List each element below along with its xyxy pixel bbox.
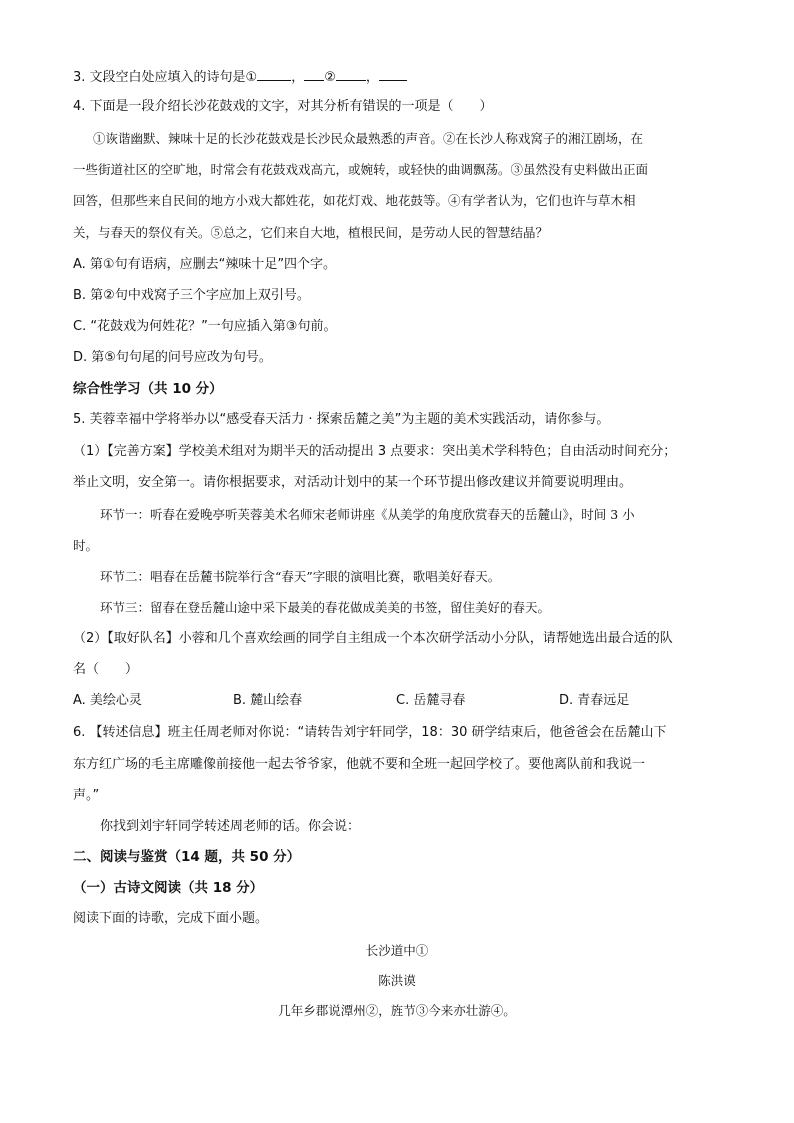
- q4-option-b[interactable]: B. 第②句中戏窝子三个字应加上双引号。: [73, 288, 310, 303]
- poem-line-1: 几年乡郡说潭州②，旌节③今来亦壮游④。: [278, 1003, 516, 1018]
- answer-blank-3[interactable]: [336, 67, 366, 81]
- q4-option-a[interactable]: A. 第①句有语病，应删去“辣味十足”四个字。: [73, 257, 337, 272]
- q4-passage-line-3: 回答，但那些来自民间的地方小戏大都姓花，如花灯戏、地花鼓等。④有学者认为，它们也许与草木相: [73, 193, 636, 208]
- q5-option-b[interactable]: B. 麓山绘春: [233, 693, 303, 708]
- q4-option-c[interactable]: C. “花鼓戏为何姓花？”一句应插入第③句前。: [73, 319, 337, 334]
- q5-option-c[interactable]: C. 岳麓寻春: [396, 693, 466, 708]
- q4-passage-line-1: ①诙谐幽默、辣味十足的长沙花鼓戏是长沙民众最熟悉的声音。②在长沙人称戏窝子的湘江剧场，在: [93, 131, 644, 146]
- question-3: [73, 67, 407, 87]
- plan-step-2: 环节二：唱春在岳麓书院举行含“春天”字眼的演唱比赛，歌唱美好春天。: [100, 569, 501, 584]
- q5-part-1-line-1: （1）【完善方案】学校美术组对为期半天的活动提出 3 点要求：突出美术学科特色；自由活动时间充分；: [73, 444, 677, 459]
- question-6-line-1: 6. 【转述信息】班主任周老师对你说：“请转告刘宇轩同学，18：30 研学结束后，他爸爸会在岳麓山下: [73, 725, 667, 740]
- question-6-line-2: 东方红广场的毛主席雕像前接他一起去爷爷家，他就不要和全班一起回学校了。要他离队前和我说一: [73, 757, 646, 772]
- plan-step-3: 环节三：留春在登岳麓山途中采下最美的春花做成美美的书签，留住美好的春天。: [100, 600, 551, 615]
- q4-passage-line-4: 关，与春天的祭仪有关。⑤总之，它们来自大地，植根民间，是劳动人民的智慧结晶？: [73, 225, 549, 240]
- answer-blank-2[interactable]: [304, 67, 324, 81]
- q5-part-2-line-2: 名（ ）: [73, 662, 139, 677]
- q5-part-2-line-1: （2）【取好队名】小蓉和几个喜欢绘画的同学自主组成一个本次研学活动小分队，请帮她选出最合适的队: [73, 631, 673, 646]
- section-heading-reading: 二、阅读与鉴赏（14 题，共 50 分）: [73, 849, 301, 865]
- section-heading-comprehensive: 综合性学习（共 10 分）: [73, 381, 223, 397]
- subsection-heading-poem: （一）古诗文阅读（共 18 分）: [73, 880, 264, 896]
- q5-option-a[interactable]: A. 美绘心灵: [73, 693, 142, 708]
- poem-title: 长沙道中①: [365, 943, 429, 958]
- question-3-sep-2: ，: [365, 70, 379, 85]
- question-6-line-3: 声。”: [73, 788, 100, 803]
- q4-passage-line-2: 一些街道社区的空旷地，时常会有花鼓戏戏高亢，或婉转，或轻快的曲调飘荡。③虽然没有史料做出正面: [73, 162, 649, 177]
- question-3-mid: ②: [324, 70, 336, 85]
- answer-blank-4[interactable]: [379, 67, 407, 81]
- question-3-sep-1: ，: [291, 70, 305, 85]
- question-5-stem: 5. 芙蓉幸福中学将举办以“感受春天活力 · 探索岳麓之美”为主题的美术实践活动，请你参与。: [73, 412, 610, 427]
- reading-instruction: 阅读下面的诗歌，完成下面小题。: [73, 911, 269, 926]
- plan-step-1-cont: 时。: [73, 538, 99, 553]
- question-4-stem: 4. 下面是一段介绍长沙花鼓戏的文字，对其分析有错误的一项是（ ）: [73, 99, 493, 114]
- question-3-prefix: 3. 文段空白处应填入的诗句是①: [73, 70, 258, 85]
- poem-author: 陈洪谟: [378, 973, 416, 988]
- q4-option-d[interactable]: D. 第⑤句句尾的问号应改为句号。: [73, 350, 272, 365]
- q5-part-1-line-2: 举止文明，安全第一。请你根据要求，对活动计划中的某一个环节提出修改建议并简要说明理由。: [73, 475, 633, 490]
- plan-step-1: 环节一：听春在爱晚亭听芙蓉美术名师宋老师讲座《从美学的角度欣赏春天的岳麓山》，时间 3 小: [100, 507, 635, 522]
- answer-blank-1[interactable]: [257, 67, 291, 81]
- q5-option-d[interactable]: D. 青春远足: [559, 693, 630, 708]
- question-6-line-4: 你找到刘宇轩同学转述周老师的话。你会说：: [100, 819, 361, 834]
